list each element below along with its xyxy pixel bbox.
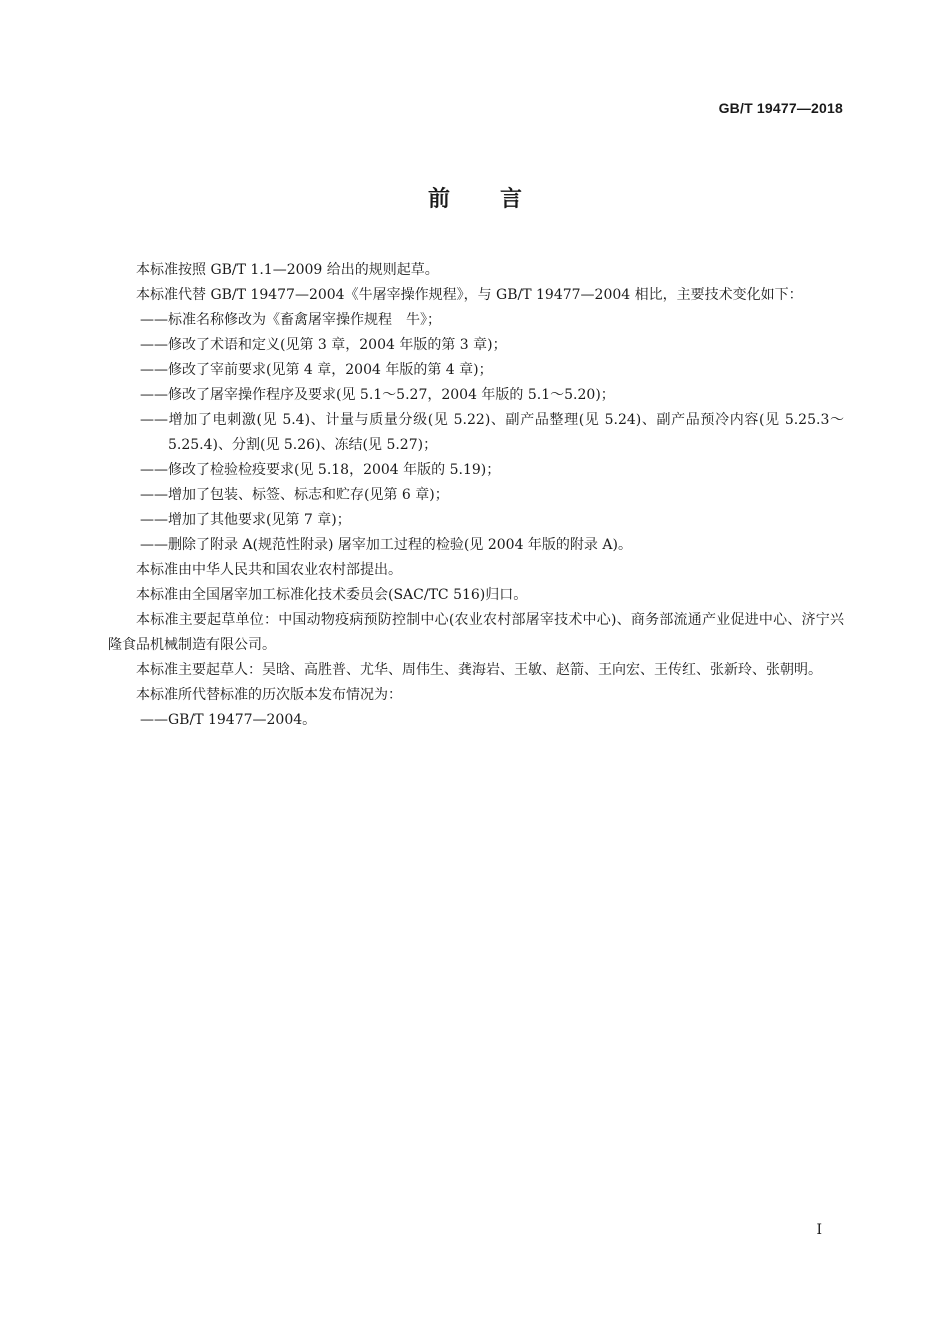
paragraph: 本标准主要起草人：吴晗、高胜普、尤华、周伟生、龚海岩、王敏、赵箭、王向宏、王传红、张新玲、张朝明。 [136, 662, 822, 678]
paragraph: 本标准所代替标准的历次版本发布情况为： [136, 687, 402, 703]
paragraph: 本标准代替 GB/T 19477—2004《牛屠宰操作规程》，与 GB/T 19477—2004 相比，主要技术变化如下： [136, 287, 803, 303]
list-item: ——增加了电刺激(见 5.4)、计量与质量分级(见 5.22)、副产品整理(见 5.24)、副产品预冷内容(见 5.25.3～5.25.4)、分割(见 5.26)、冻结(见 5.27)； [140, 412, 844, 453]
list-item: ——增加了包装、标签、标志和贮存(见第 6 章)； [140, 487, 449, 503]
page-title [0, 182, 950, 213]
list-item: ——修改了宰前要求(见第 4 章，2004 年版的第 4 章)； [140, 362, 493, 378]
list-item: ——修改了检验检疫要求(见 5.18，2004 年版的 5.19)； [140, 462, 501, 478]
list-item: ——修改了屠宰操作程序及要求(见 5.1～5.27，2004 年版的 5.1～5.20)； [140, 387, 615, 403]
title-char-2: 言 [500, 187, 523, 212]
list-item: ——修改了术语和定义(见第 3 章，2004 年版的第 3 章)； [140, 337, 507, 353]
document-body [108, 258, 844, 733]
list-item: ——删除了附录 A(规范性附录) 屠宰加工过程的检验(见 2004 年版的附录 A)。 [140, 537, 632, 553]
paragraph: 本标准按照 GB/T 1.1—2009 给出的规则起草。 [136, 262, 439, 278]
paragraph: 本标准由中华人民共和国农业农村部提出。 [136, 562, 402, 578]
paragraph: 本标准由全国屠宰加工标准化技术委员会(SAC/TC 516)归口。 [136, 587, 528, 603]
list-item: ——标准名称修改为《畜禽屠宰操作规程 牛》； [140, 312, 441, 328]
page-number: I [816, 1222, 822, 1238]
paragraph: 本标准主要起草单位：中国动物疫病预防控制中心(农业农村部屠宰技术中心)、商务部流通产业促进中心、济宁兴隆食品机械制造有限公司。 [108, 612, 844, 653]
list-item: ——GB/T 19477—2004。 [140, 712, 317, 728]
title-char-1: 前 [427, 187, 450, 212]
standard-code: GB/T 19477—2018 [718, 100, 843, 116]
list-item: ——增加了其他要求(见第 7 章)； [140, 512, 351, 528]
